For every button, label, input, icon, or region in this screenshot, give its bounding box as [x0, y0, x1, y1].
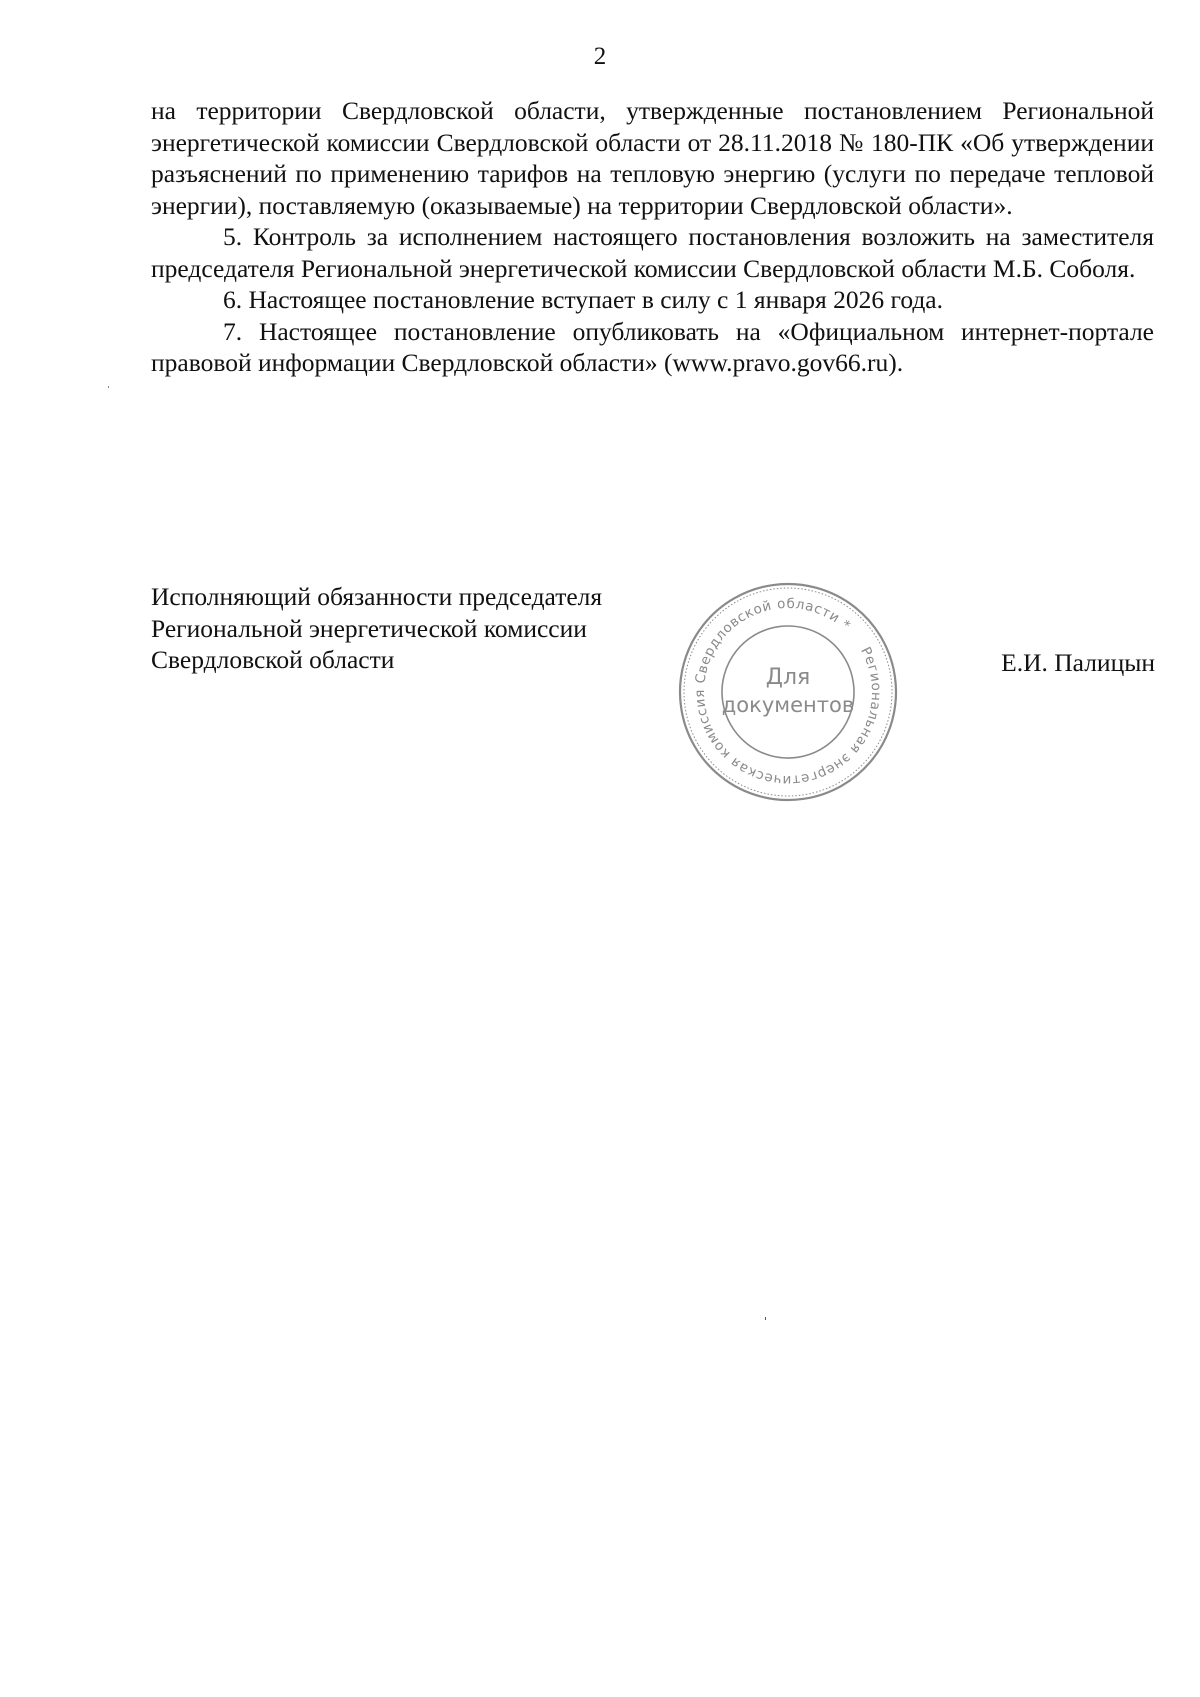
page-number: 2 [593, 43, 607, 70]
signatory-position [151, 581, 691, 676]
official-stamp [672, 576, 904, 808]
paragraph-item-6: 6. Настоящее постановление вступает в силу с 1 января 2026 года. [223, 285, 944, 314]
signatory-name: Е.И. Палицын [1001, 648, 1155, 677]
paragraph-item-7: 7. Настоящее постановление опубликовать на «Официальном интернет-портале правовой информации Свердловской области» (www.pravo.gov66.ru). [151, 316, 1154, 377]
stamp-ring-text: Региональная энергетическая комиссия Свердловской области * [691, 595, 885, 789]
margin-speck [108, 386, 109, 388]
paragraph-item-5: 5. Контроль за исполнением настоящего постановления возложить на заместителя председателя Региональной энергетической комиссии Свердловской области М.Б. Соболя. [151, 222, 1154, 283]
stamp-center-text-2: документов [721, 693, 855, 717]
signatory-position-line: Исполняющий обязанности председателя [151, 582, 603, 611]
signatory-position-line: Свердловской области [151, 645, 395, 674]
document-body [151, 95, 1154, 379]
stamp-center-text-1: Для [765, 665, 811, 690]
signatory-position-line: Региональной энергетической комиссии [151, 613, 587, 643]
scan-speck [765, 1317, 766, 1320]
paragraph-continuation: на территории Свердловской области, утвержденные постановлением Региональной энергетической комиссии Свердловской области от 28.11.2018 № 180-ПК «Об утверждении разъяснений по применению тарифов на тепловую энергию (услуги по передаче тепловой энергии), поставляемую (оказываемые) на территории Свердловской области». [151, 96, 1154, 220]
